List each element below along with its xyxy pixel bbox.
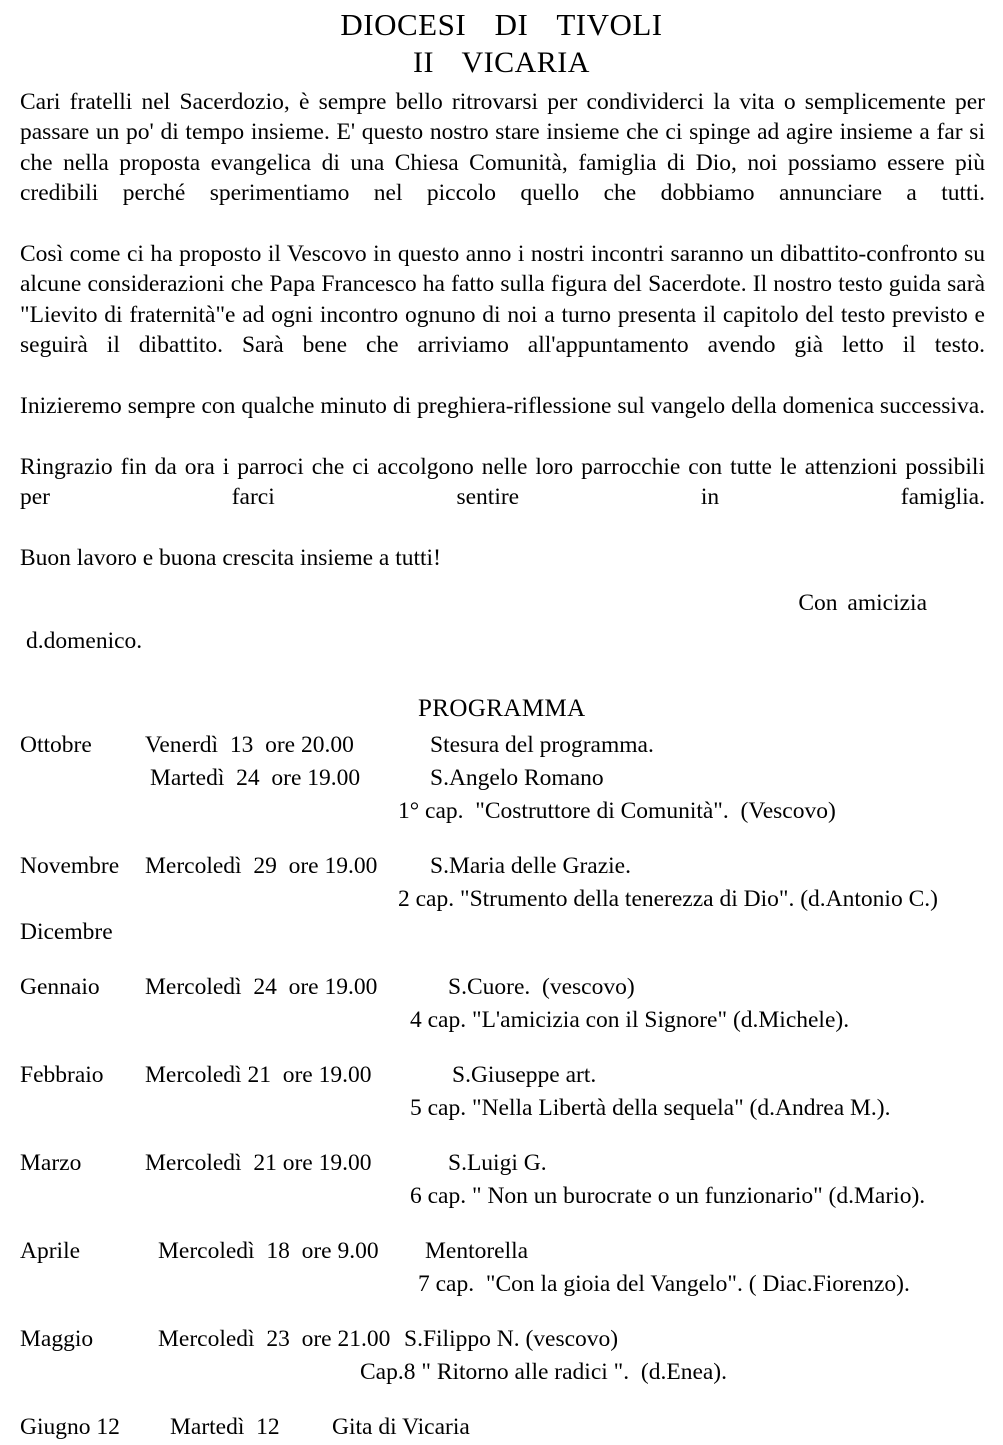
letter-paragraph: Ringrazio fin da ora i parroci che ci accolgono nelle loro parrocchie con tutte le attenzioni possibili per farci sentire in famiglia.	[20, 453, 985, 511]
schedule-day: Mercoledì 29 ore 19.00	[145, 852, 378, 879]
schedule-row	[0, 1005, 1003, 1038]
schedule-event: Gita di Vicaria	[332, 1413, 470, 1440]
schedule-chapter: 6 cap. " Non un burocrate o un funzionario" (d.Mario).	[410, 1182, 926, 1209]
schedule-month: Marzo	[20, 1149, 82, 1176]
schedule-chapter: 4 cap. "L'amicizia con il Signore" (d.Michele).	[410, 1006, 850, 1033]
schedule-month: Gennaio	[20, 973, 100, 1000]
schedule-row	[0, 1324, 1003, 1357]
schedule-day: Mercoledì 18 ore 9.00	[158, 1237, 379, 1264]
schedule-group	[0, 1060, 1003, 1126]
schedule-group	[0, 851, 1003, 950]
schedule-chapter: 5 cap. "Nella Libertà della sequela" (d.Andrea M.).	[410, 1094, 891, 1121]
schedule-event: S.Filippo N. (vescovo)	[404, 1325, 619, 1352]
schedule-event: S.Maria delle Grazie.	[430, 852, 631, 879]
schedule-row	[0, 1357, 1003, 1390]
schedule-day: Venerdì 13 ore 20.00	[145, 731, 354, 758]
schedule-event: Mentorella	[425, 1237, 529, 1264]
schedule-row	[0, 972, 1003, 1005]
schedule-event: S.Angelo Romano	[430, 764, 604, 791]
schedule-event: S.Cuore. (vescovo)	[448, 973, 635, 1000]
letter-signer: d.domenico.	[26, 627, 143, 654]
schedule-month: Giugno 12	[20, 1413, 120, 1440]
schedule-chapter: Cap.8 " Ritorno alle radici ". (d.Enea).	[360, 1358, 728, 1385]
schedule-row	[0, 1148, 1003, 1181]
schedule-row	[0, 730, 1003, 763]
schedule-group	[0, 1412, 1003, 1445]
schedule-row	[0, 796, 1003, 829]
schedule-month: Dicembre	[20, 918, 113, 945]
letter-paragraph: Così come ci ha proposto il Vescovo in questo anno i nostri incontri saranno un dibattito-confronto su alcune considerazioni che Papa Francesco ha fatto sulla figura del Sacerdote. Il nostro testo guida sarà "Lievito di fraternità"e ad ogni incontro ognuno di noi a turno presenta il capitolo del testo previsto e seguirà il dibattito. Sarà bene che arriviamo all'appuntamento avendo già letto il testo.	[20, 241, 985, 359]
schedule-row	[0, 1093, 1003, 1126]
schedule-day: Martedì 24 ore 19.00	[150, 764, 361, 791]
schedule-month: Novembre	[20, 852, 120, 879]
schedule-day: Martedì 12	[170, 1413, 280, 1440]
schedule-month: Febbraio	[20, 1061, 104, 1088]
schedule-row	[0, 1060, 1003, 1093]
schedule-row	[0, 1236, 1003, 1269]
schedule-chapter: 2 cap. "Strumento della tenerezza di Dio". (d.Antonio C.)	[398, 885, 938, 912]
letter-body	[20, 87, 985, 656]
schedule-month: Maggio	[20, 1325, 94, 1352]
schedule-day: Mercoledì 23 ore 21.00	[158, 1325, 391, 1352]
schedule-chapter: 7 cap. "Con la gioia del Vangelo". ( Diac.Fiorenzo).	[418, 1270, 910, 1297]
schedule-event: S.Giuseppe art.	[452, 1061, 597, 1088]
document-subtitle: II VICARIA	[413, 46, 590, 79]
schedule-group	[0, 1148, 1003, 1214]
document-title: DIOCESI DI TIVOLI	[340, 7, 663, 42]
schedule-row	[0, 763, 1003, 796]
schedule-group	[0, 730, 1003, 829]
letter-paragraph: Cari fratelli nel Sacerdozio, è sempre bello ritrovarsi per condividerci la vita o semplicemente per passare un po' di tempo insieme. E' questo nostro stare insieme che ci spinge ad agire insieme a far si che nella proposta evangelica di una Chiesa Comunità, famiglia di Dio, noi possiamo essere più credibili perché sperimentiamo nel piccolo quello che dobbiamo annunciare a tutti.	[20, 89, 985, 207]
letter-paragraph: Buon lavoro e buona crescita insieme a tutti!	[20, 545, 441, 572]
schedule-row	[0, 1412, 1003, 1445]
document-header	[0, 0, 1003, 81]
schedule-row	[0, 884, 1003, 917]
schedule-group	[0, 972, 1003, 1038]
letter-closing: Con amicizia	[798, 589, 927, 616]
schedule-chapter: 1° cap. "Costruttore di Comunità". (Vescovo)	[398, 797, 836, 824]
letter-paragraph: Inizieremo sempre con qualche minuto di preghiera-riflessione sul vangelo della domenica successiva.	[20, 393, 985, 420]
schedule-group	[0, 1236, 1003, 1302]
schedule-day: Mercoledì 21 ore 19.00	[145, 1061, 372, 1088]
schedule-row	[0, 1181, 1003, 1214]
schedule-event: S.Luigi G.	[448, 1149, 547, 1176]
schedule-day: Mercoledì 24 ore 19.00	[145, 973, 378, 1000]
schedule-event: Stesura del programma.	[430, 731, 654, 758]
programma-schedule	[0, 730, 1003, 1445]
schedule-row	[0, 917, 1003, 950]
schedule-group	[0, 1324, 1003, 1390]
programma-heading: PROGRAMMA	[418, 694, 586, 722]
schedule-month: Aprile	[20, 1237, 81, 1264]
schedule-month: Ottobre	[20, 731, 92, 758]
schedule-row	[0, 1269, 1003, 1302]
schedule-day: Mercoledì 21 ore 19.00	[145, 1149, 372, 1176]
schedule-row	[0, 851, 1003, 884]
